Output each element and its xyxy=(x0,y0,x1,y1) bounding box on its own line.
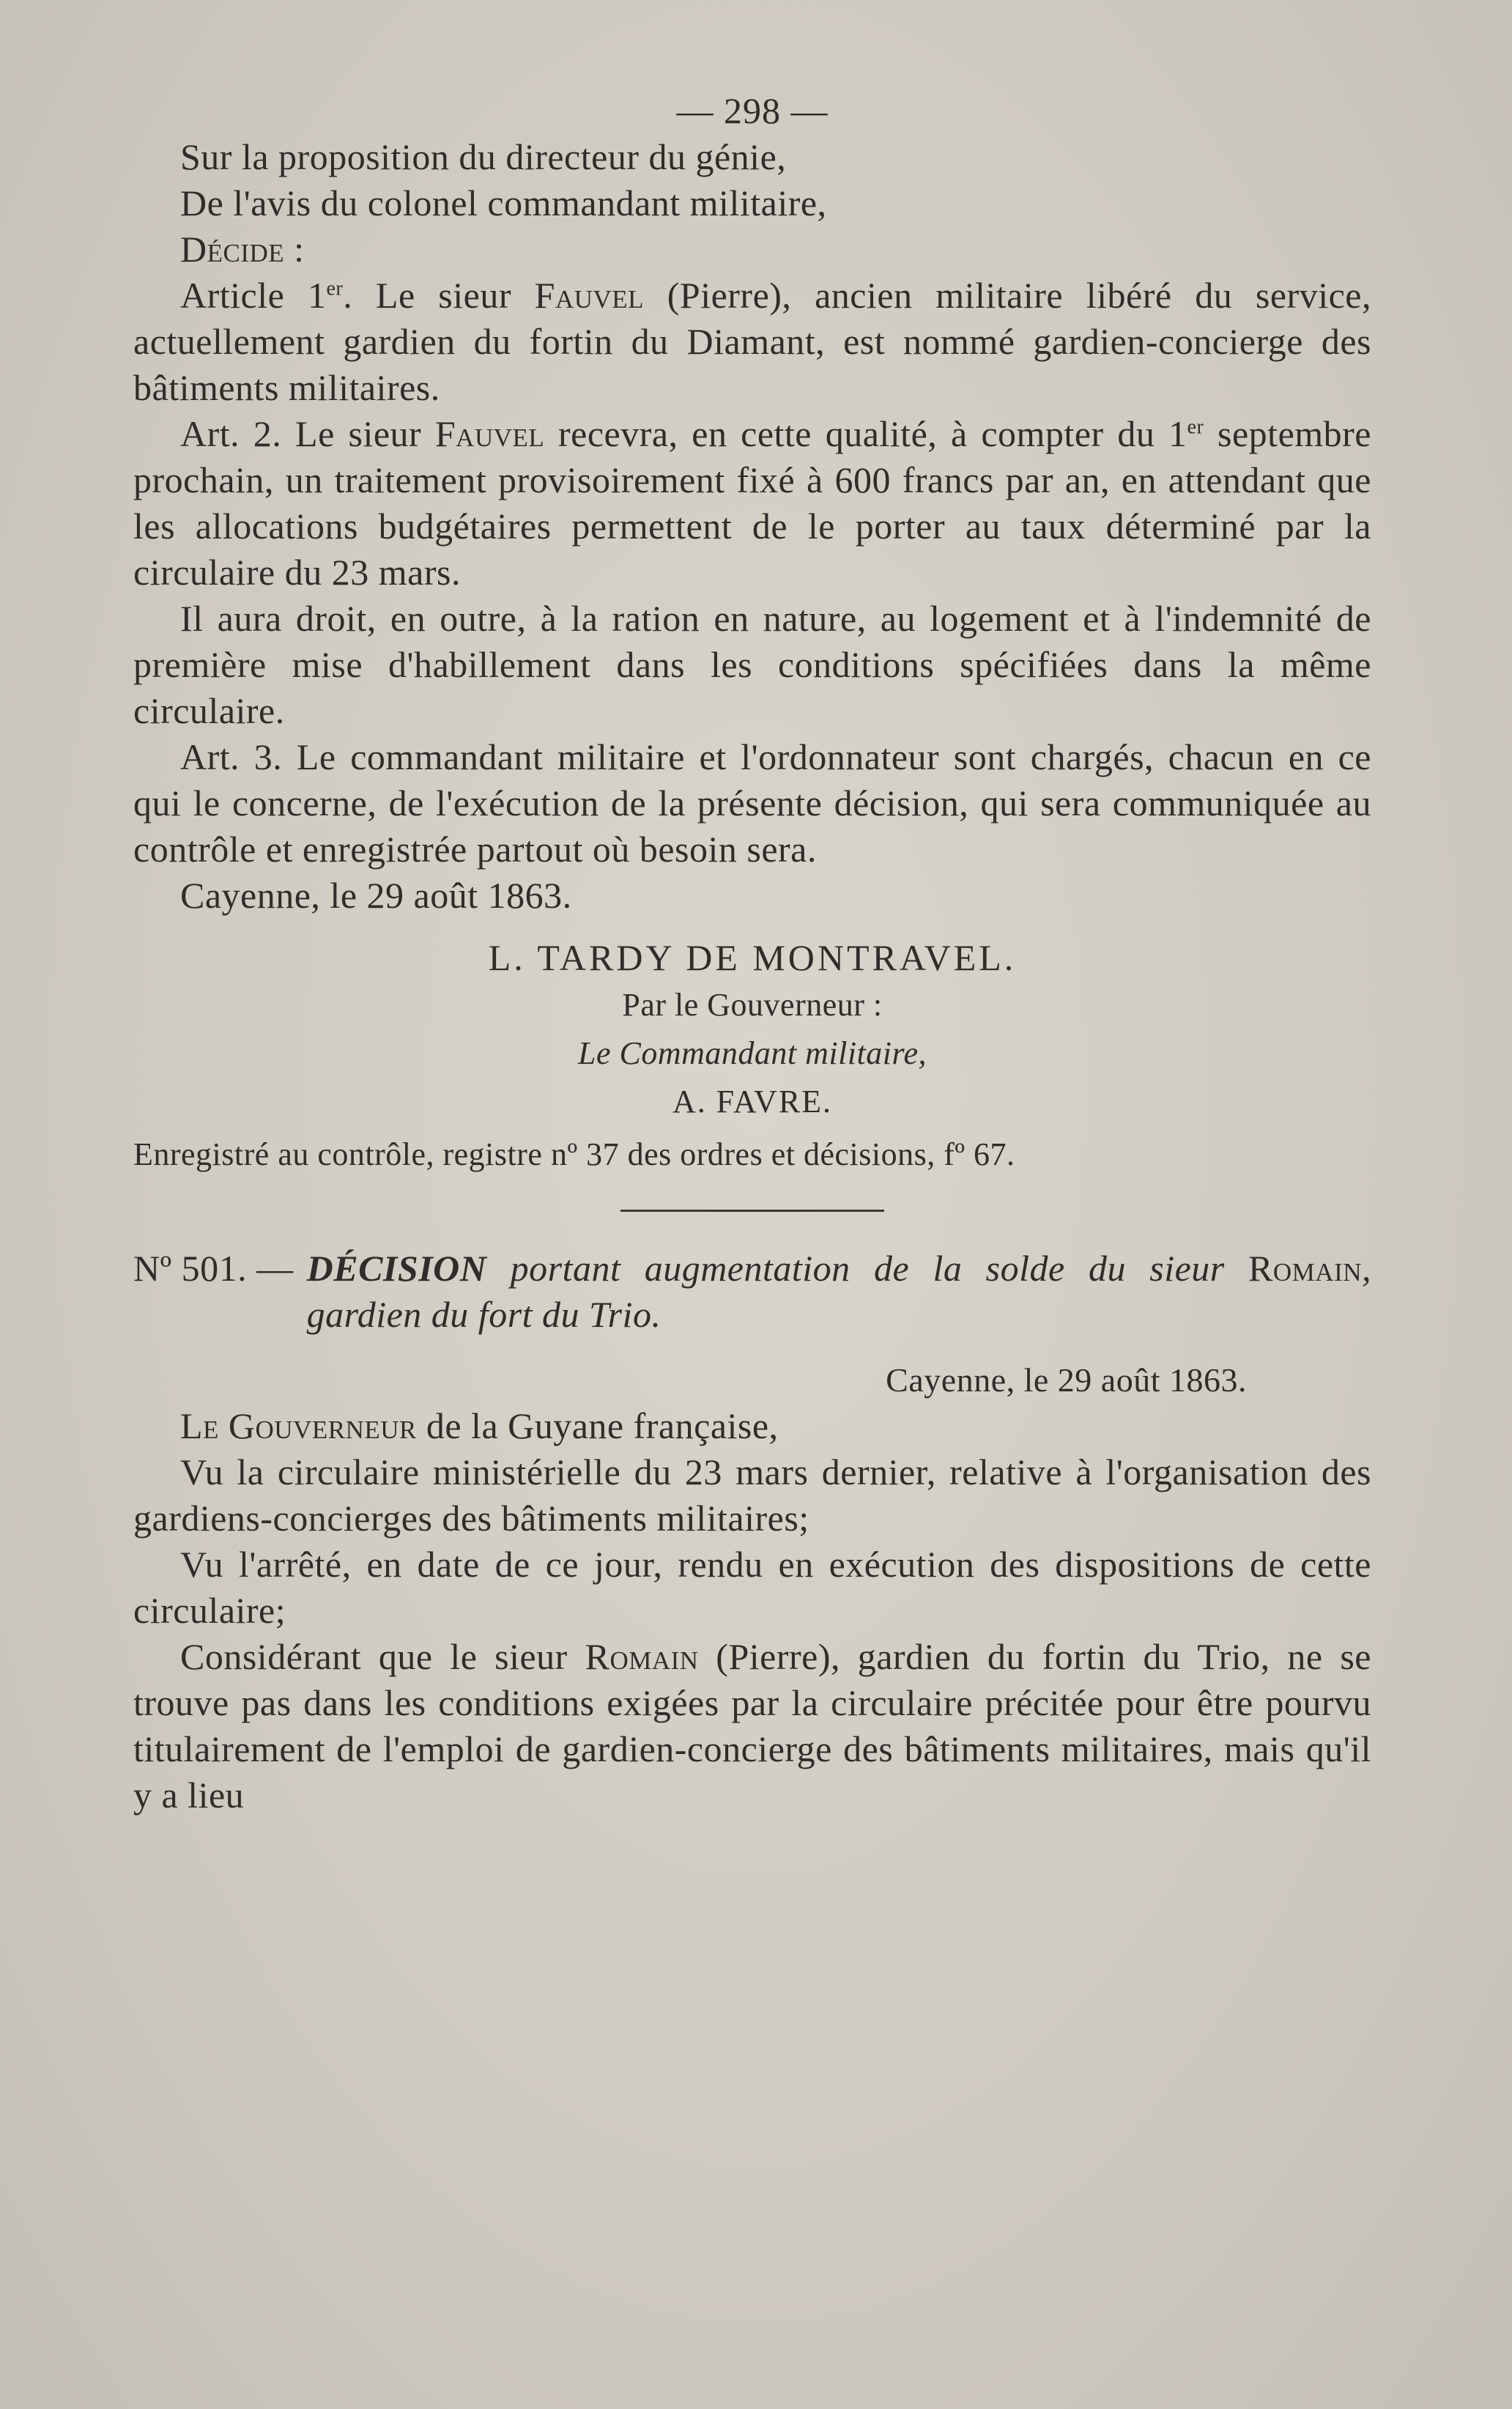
signatory-name: L. TARDY DE MONTRAVEL. xyxy=(488,937,1017,978)
gouverneur-line: Le Gouverneur de la Guyane française, xyxy=(180,1405,779,1446)
decision-title: DÉCISION portant augmentation de la solde du sieur Romain, gardien du fort du Trio. xyxy=(306,1248,1371,1335)
second-signatory: A. FAVRE. xyxy=(672,1084,833,1120)
droit-paragraph: Il aura droit, en outre, à la ration en nature, au logement et à l'indemnité de première mise d'habillement dans les conditions spécifiées dans la même circulaire. xyxy=(133,598,1371,731)
decide-heading: Décide : xyxy=(180,229,305,270)
page-number: — 298 — xyxy=(676,90,829,131)
commandant-role: Le Commandant militaire, xyxy=(577,1035,927,1071)
registry-note: Enregistré au contrôle, registre nº 37 des ordres et décisions, fº 67. xyxy=(133,1136,1015,1172)
vu-arrete: Vu l'arrêté, en date de ce jour, rendu en exécution des dispositions de cette circulaire; xyxy=(133,1544,1371,1631)
avis-line: De l'avis du colonel commandant militaire, xyxy=(180,182,827,223)
vu-circulaire: Vu la circulaire ministérielle du 23 mars dernier, relative à l'organisation des gardiens-concierges des bâtiments militaires; xyxy=(133,1451,1371,1539)
page-content xyxy=(133,88,1371,1818)
par-le-gouverneur: Par le Gouverneur : xyxy=(622,987,883,1023)
article-1: Article 1er. Le sieur Fauvel (Pierre), ancien militaire libéré du service, actuellement gardien du fortin du Diamant, est nommé gardien-concierge des bâtiments militaires. xyxy=(133,275,1371,408)
decision-dateline: Cayenne, le 29 août 1863. xyxy=(886,1361,1247,1399)
article-3: Art. 3. Le commandant militaire et l'ordonnateur sont chargés, chacun en ce qui le concerne, de l'exécution de la présente décision, qui sera communiquée au contrôle et enregistrée partout où besoin sera. xyxy=(133,736,1371,870)
article-2: Art. 2. Le sieur Fauvel recevra, en cette qualité, à compter du 1er septembre prochain, un traitement provisoirement fixé à 600 francs par an, en attendant que les allocations budgétaires permettent de le porter au taux déterminé par la circulaire du 23 mars. xyxy=(133,413,1371,593)
considerant-paragraph: Considérant que le sieur Romain (Pierre), gardien du fortin du Trio, ne se trouve pas dans les conditions exigées par la circulaire précitée pour être pourvu titulairement de l'emploi de gardien-concierge des bâtiments militaires, mais qu'il y a lieu xyxy=(133,1636,1371,1816)
proposition-line: Sur la proposition du directeur du génie, xyxy=(180,136,787,177)
decision-number: Nº 501. — xyxy=(133,1248,294,1289)
section-divider xyxy=(620,1210,884,1212)
date-line: Cayenne, le 29 août 1863. xyxy=(180,875,572,916)
decision-heading xyxy=(133,1246,1371,1338)
